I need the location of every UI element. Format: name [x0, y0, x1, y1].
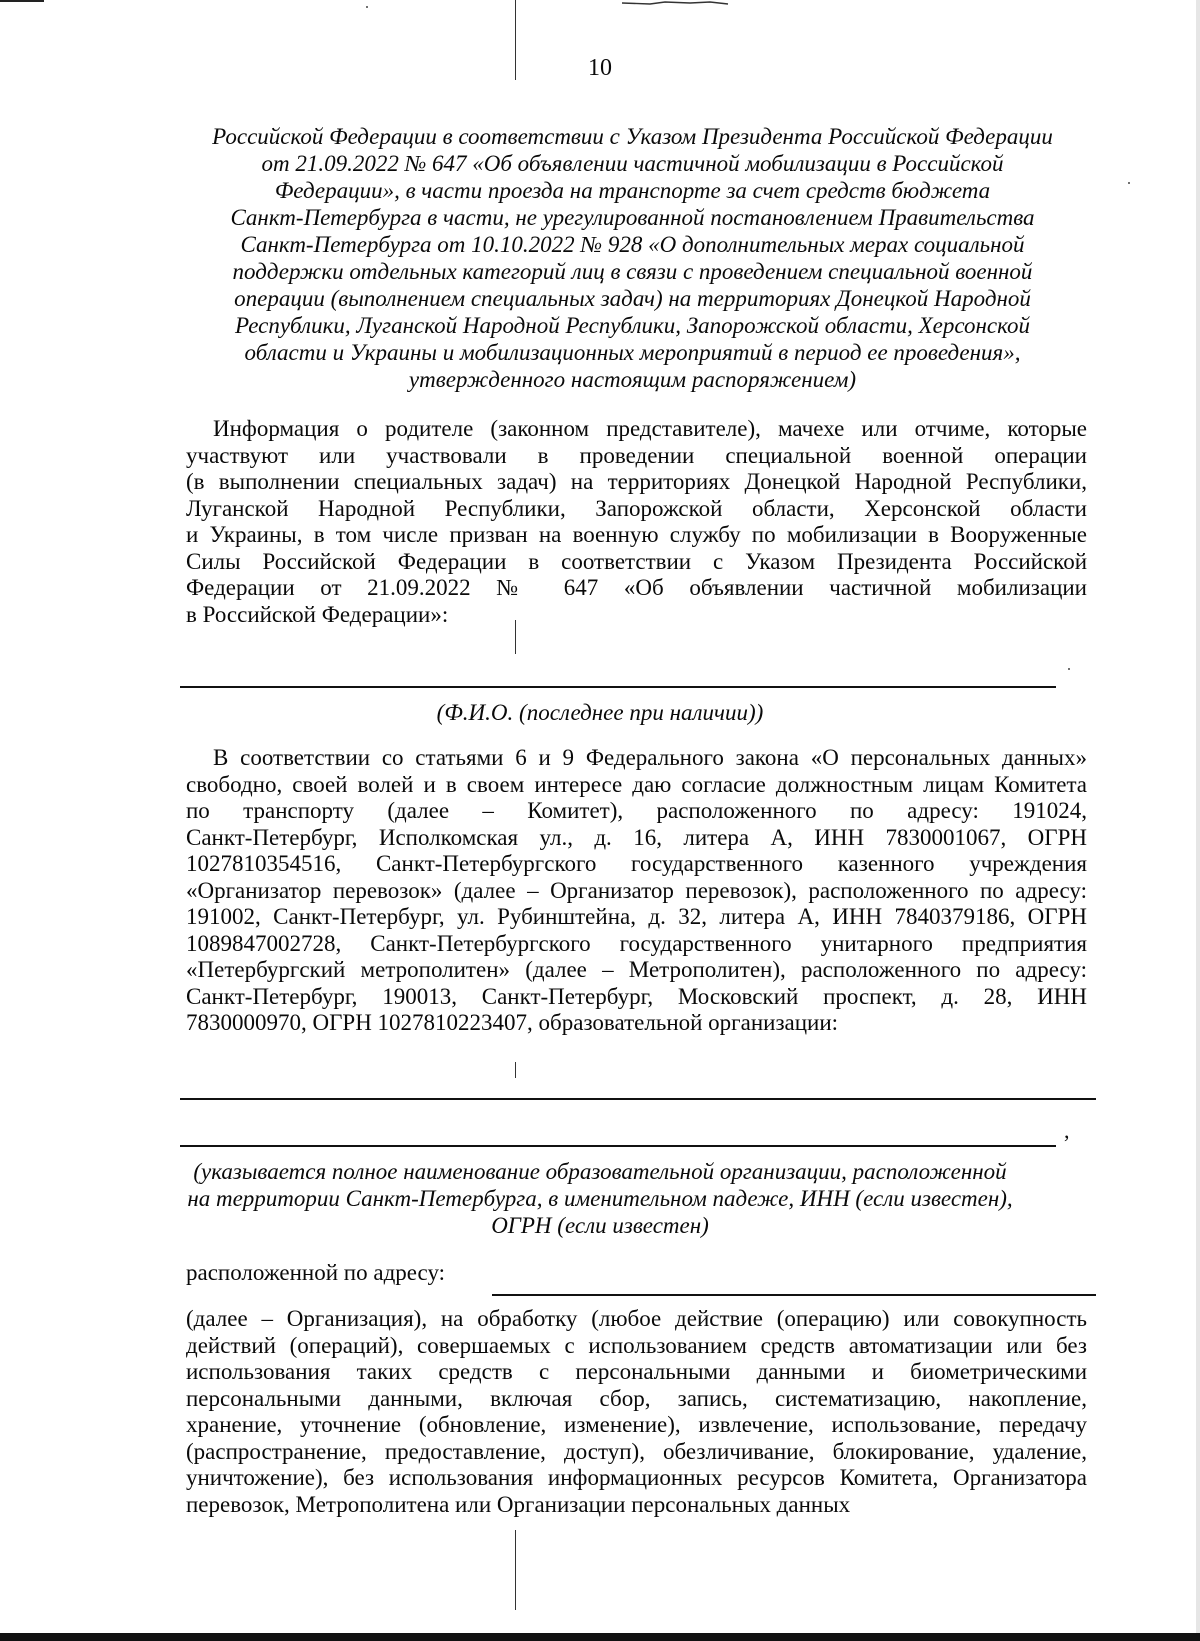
scan-edge-right: [1196, 0, 1200, 1641]
line-end-comma: ,: [1064, 1118, 1070, 1143]
paragraph-line: 191002, Санкт-Петербург, ул. Рубинштейна, д. 32, литера А, ИНН 7840379186, ОГРН: [186, 904, 1087, 929]
paragraph-line: 7830000970, ОГРН 1027810223407, образовательной организации:: [186, 1010, 839, 1035]
title-line: операции (выполнением специальных задач) на территориях Донецкой Народной: [234, 286, 1031, 311]
organization-fill-line-1: [180, 1098, 1096, 1100]
paragraph-line: хранение, уточнение (обновление, изменение), извлечение, использование, передачу: [186, 1412, 1087, 1437]
caption-line: на территории Санкт-Петербурга, в именительном падеже, ИНН (если известен),: [187, 1186, 1013, 1211]
paragraph-line: 1089847002728, Санкт-Петербургского государственного унитарного предприятия: [186, 930, 1087, 956]
paragraph-line: 1027810354516, Санкт-Петербургского государственного казенного учреждения: [186, 851, 1087, 876]
scan-speck: [1068, 668, 1070, 670]
paragraph-line: (далее – Организация), на обработку (любое действие (операцию) или совокупность: [186, 1306, 1087, 1331]
scan-edge-bottom: [0, 1633, 1200, 1641]
paragraph-line: «Организатор перевозок» (далее – Организатор перевозок), расположенного по адресу:: [186, 877, 1087, 903]
paragraph-line: Санкт-Петербург, Исполкомская ул., д. 16, литера А, ИНН 7830001067, ОГРН: [186, 824, 1087, 850]
paragraph-line: уничтожение), без использования информационных ресурсов Комитета, Организатора: [186, 1465, 1087, 1490]
fio-fill-line: [180, 686, 1056, 688]
paragraph-line: персональными данными, включая сбор, запись, систематизацию, накопление,: [186, 1385, 1087, 1411]
fio-caption: (Ф.И.О. (последнее при наличии)): [436, 700, 764, 725]
top-scan-scribble: [620, 0, 730, 6]
title-line: утвержденного настоящим распоряжением): [408, 367, 857, 392]
title-line: поддержки отдельных категорий лиц в связи с проведением специальной военной: [232, 259, 1033, 284]
consent-paragraph: [186, 745, 1087, 1037]
organization-fill-line-2: [180, 1145, 1056, 1147]
paragraph-line: и Украины, в том числе призван на военную службу по мобилизации в Вооруженные: [186, 522, 1087, 547]
scan-speck: [366, 6, 368, 8]
scan-edge-top: [0, 0, 44, 2]
paragraph-line: Луганской Народной Республики, Запорожской области, Херсонской области: [186, 495, 1087, 521]
paragraph-line: по транспорту (далее – Комитет), расположенного по адресу: 191024,: [186, 798, 1087, 823]
title-line: Федерации», в части проезда на транспорте за счет средств бюджета: [274, 178, 991, 203]
paragraph-line: «Петербургский метрополитен» (далее – Метрополитен), расположенного по адресу:: [186, 957, 1087, 982]
title-line: Санкт-Петербурга в части, не урегулированной постановлением Правительства: [230, 205, 1035, 230]
address-fill-line: [492, 1294, 1096, 1296]
processing-paragraph: [186, 1306, 1087, 1518]
paragraph-line: участвуют или участвовали в проведении специальной военной операции: [186, 442, 1087, 468]
title-line: области и Украины и мобилизационных мероприятий в период ее проведения»,: [244, 340, 1021, 365]
paragraph-line: (распространение, предоставление, доступ), обезличивание, блокирование, удаление,: [186, 1438, 1087, 1464]
scan-vertical-mark-lower: [515, 1062, 516, 1078]
paragraph-line: Федерации от 21.09.2022 № 647 «Об объявлении частичной мобилизации: [186, 575, 1087, 600]
page-number: 10: [588, 55, 612, 81]
paragraph-line: свободно, своей волей и в своем интересе даю согласие должностным лицам Комитета: [186, 771, 1087, 797]
paragraph-line: Санкт-Петербург, 190013, Санкт-Петербург, Московский проспект, д. 28, ИНН: [186, 983, 1087, 1009]
paragraph-line: перевозок, Метрополитена или Организации персональных данных: [186, 1491, 851, 1517]
title-line: Санкт-Петербурга от 10.10.2022 № 928 «О дополнительных мерах социальной: [240, 232, 1025, 257]
paragraph-line: Информация о родителе (законном представителе), мачехе или отчиме, которые: [213, 416, 1087, 441]
title-line: от 21.09.2022 № 647 «Об объявлении частичной мобилизации в Российской: [261, 151, 1004, 176]
title-line: Республики, Луганской Народной Республики, Запорожской области, Херсонской: [235, 313, 1030, 338]
paragraph-line: (в выполнении специальных задач) на территориях Донецкой Народной Республики,: [186, 469, 1087, 494]
paragraph-line: Силы Российской Федерации в соответствии с Указом Президента Российской: [186, 548, 1087, 574]
paragraph-line: в Российской Федерации»:: [186, 601, 449, 627]
caption-line: (указывается полное наименование образовательной организации, расположенной: [193, 1159, 1007, 1184]
paragraph-line: действий (операций), совершаемых с использованием средств автоматизации или без: [186, 1332, 1087, 1358]
regulation-title-block: [180, 123, 1085, 393]
parent-info-paragraph: [186, 416, 1087, 628]
paragraph-line: В соответствии со статьями 6 и 9 Федерального закона «О персональных данных»: [213, 745, 1087, 770]
paragraph-line: использования таких средств с персональными данными и биометрическими: [186, 1359, 1087, 1384]
scan-speck: [1128, 182, 1130, 184]
organization-caption: [0, 1158, 1200, 1239]
caption-line: ОГРН (если известен): [491, 1213, 709, 1238]
title-line: Российской Федерации в соответствии с Указом Президента Российской Федерации: [212, 124, 1053, 149]
scan-vertical-mark-bottom: [515, 1530, 516, 1610]
address-label: расположенной по адресу:: [186, 1260, 446, 1285]
